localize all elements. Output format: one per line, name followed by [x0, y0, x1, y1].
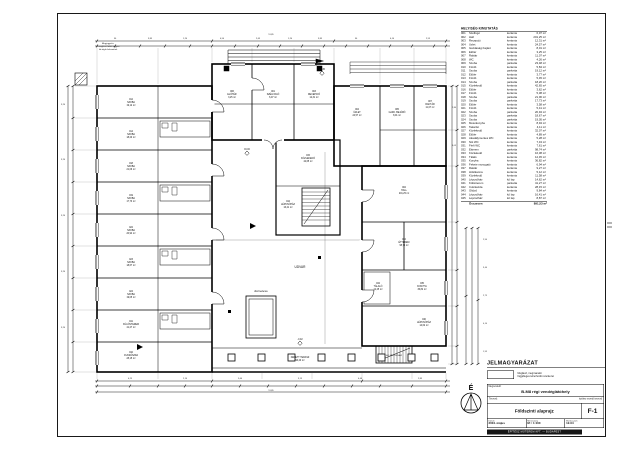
plan-label: 022 SZOBA 20,94 m² — [126, 227, 136, 235]
table-row: 003 Recepció kerámia 12,31 m² — [461, 39, 546, 43]
plan-label: 4,40 — [357, 378, 363, 380]
section-marks — [137, 59, 323, 350]
plan-label: 1,95 — [483, 351, 487, 353]
table-row: 007 Raktár kerámia 11,07 m² — [461, 54, 546, 58]
table-row: 020 Előtér kerámia 3,58 m² — [461, 103, 546, 107]
field-date: Dátum 2004. május — [488, 419, 527, 428]
legend-item-label: Meglévő, megmaradó függőleges teherhordó szerkezet — [517, 371, 554, 378]
table-row: 008 WC kerámia 4,26 m² — [461, 58, 546, 62]
plan-label: 034 TÁLALÓ 12,45 m² — [373, 283, 383, 291]
table-row: 025 Mosókonyha kerámia 8,94 m² — [461, 122, 546, 125]
title-block — [487, 384, 604, 428]
table-row: 029 Akadálymentes WC kerámia 5,28 m² — [461, 137, 546, 140]
plan-label: 1,20 — [287, 38, 293, 40]
table-row: 036 Fekete mosogató kerámia 6,94 m² — [461, 163, 546, 167]
ramp-lines — [350, 62, 446, 74]
table-row: 017 Fürdő kerámia 5,38 m² — [461, 92, 546, 95]
plan-label: 2,55 — [425, 38, 431, 40]
plan-label: 1,20 — [182, 38, 188, 40]
plan-label: 040 LÉPCSŐHÁZ 14,62 m² — [417, 319, 431, 327]
title-block-project-row — [488, 385, 604, 398]
windows — [95, 62, 449, 366]
plan-label: 4,25 — [127, 378, 133, 380]
north-arrow — [461, 383, 481, 413]
plan-label: 3,20 — [60, 271, 66, 273]
plan-label: 5,60 — [237, 378, 243, 380]
designer-label: Tervező: — [489, 397, 498, 400]
title-block-fields-row — [488, 419, 604, 428]
plan-label: 2,10 — [182, 378, 188, 380]
plan-label: díszmedence — [254, 291, 268, 293]
table-row: 011 Szoba parketta 19,12 m² — [461, 69, 546, 73]
exterior-walls — [97, 64, 446, 372]
plan-label: 3,20 — [60, 327, 66, 329]
existing-wall-swatch — [487, 371, 514, 380]
staircase-central — [302, 188, 330, 226]
plan-label: 6,10 — [389, 38, 395, 40]
table-row: 014 Szoba parketta 18,20 m² — [461, 80, 546, 84]
table-row: 022 Szoba parketta 20,94 m² — [461, 110, 546, 114]
table-row: 042 Cukrászda kerámia 28,15 m² — [461, 185, 546, 189]
plan-label: Megjegyzés: a meglévő falak vegyes kő-tégla falazatúak — [96, 43, 120, 51]
table-row: 045 Lépcsőház kő lap 8,87 m² — [461, 197, 546, 200]
table-row: 031 Férfi WC kerámia 7,61 m² — [461, 144, 546, 148]
plan-label: 005 GAZD. BEJÁRÓ 8,01 m² — [388, 109, 406, 117]
plan-label: 3,20 — [60, 104, 66, 106]
plan-label: ±0,00 — [244, 149, 250, 151]
doors — [210, 78, 375, 304]
table-row: 039 Közlekedő kerámia 11,58 m² — [461, 174, 546, 178]
table-row: 019 Szoba parketta 17,73 m² — [461, 99, 546, 103]
plan-label: 004 ÜZLET 24,57 m² — [352, 109, 362, 117]
table-row: 034 Tálaló kerámia 12,45 m² — [461, 155, 546, 159]
table-row: 037 Raktár kerámia 9,27 m² — [461, 167, 546, 170]
table-row: 044 Lépcsőház kő lap 16,41 m² — [461, 193, 546, 197]
plan-label: 003 RECEPCIÓ 12,31 m² — [308, 91, 320, 99]
project-name: B-M8 régi vendéglátóhely — [521, 389, 570, 394]
plan-label: 014 SZOBA 18,20 m² — [126, 131, 136, 139]
plan-label: 015 KÖZLEKEDŐ 42,65 m² — [300, 155, 316, 163]
table-row: 040 Lépcsőház kő lap 14,62 m² — [461, 178, 546, 182]
interior-walls — [97, 64, 446, 372]
table-row: 021 Fürdő kerámia 5,41 m² — [461, 107, 546, 110]
sheet-number: F-1 — [581, 404, 604, 419]
table-row: 018 Szoba parketta 21,06 m² — [461, 95, 546, 99]
plan-label: 041 KÜLÖNTEREM 41,27 m² — [123, 321, 139, 329]
table-row: 023 Szoba parketta 18,67 m² — [461, 114, 546, 118]
client-label: Megrendelő: — [488, 385, 502, 388]
extension-lines — [75, 48, 456, 379]
plan-label: 3,85 — [317, 38, 323, 40]
plan-label: +0,45 — [319, 69, 325, 71]
plan-label: 024 SZOBA 19,05 m² — [126, 291, 136, 299]
north-label: É — [468, 385, 474, 392]
plan-label: 3,40 — [483, 267, 487, 269]
plan-label: UDVAR — [294, 265, 306, 269]
schedule-total-row — [461, 201, 547, 206]
table-row: 010 Fürdő kerámia 5,84 m² — [461, 65, 546, 69]
table-row: 009 Szoba parketta 23,48 m² — [461, 62, 546, 65]
plan-label: 032 ÉTTEREM 98,74 m² — [398, 239, 410, 247]
plan-label: 012 SZOBA 19,12 m² — [126, 99, 136, 107]
table-row: 015 Közlekedő kerámia 42,65 m² — [461, 84, 546, 88]
plan-label: 3,85 — [147, 38, 153, 40]
plan-label: 2,75 — [483, 295, 487, 297]
field-job-number: Munkaszám 12-04 — [566, 419, 578, 425]
plan-label: 006 ELŐTÉR 3,25 m² — [227, 91, 237, 99]
table-row: 033 Közlekedő kerámia 16,38 m² — [461, 152, 546, 155]
plan-label: FEDETT TERASZ 96,40 m² — [290, 357, 310, 362]
table-row: 002 Hall kerámia 201,25 m² — [461, 35, 546, 39]
plan-label: 4,50 — [219, 38, 225, 40]
table-row: 035 Konyha kerámia 36,82 m² — [461, 159, 546, 163]
title-block-title-row — [488, 404, 604, 420]
room-schedule — [461, 27, 546, 385]
courtyard-pool — [246, 296, 276, 338]
plan-label: 3,20 — [60, 215, 66, 217]
sheet-edge-marks — [607, 222, 612, 228]
plan-label: 007 RAKTÁR 11,07 m² — [425, 101, 435, 109]
plan-label: 023 SZOBA 18,67 m² — [126, 259, 136, 267]
plan-label: 001 SZÉLFOGÓ 6,07 m² — [266, 91, 280, 99]
table-row: 026 Takarító kerámia 4,11 m² — [461, 125, 546, 129]
table-row: 005 Gazdasági bejáró kerámia 8,01 m² — [461, 47, 546, 50]
table-row: 012 Előtér kerámia 3,77 m² — [461, 73, 546, 77]
table-row: 028 Előtér kerámia 4,89 m² — [461, 133, 546, 137]
plan-label: 51,85 — [268, 390, 274, 392]
room-schedule-title: HELYISÉG KIMUTATÁS — [461, 27, 547, 32]
table-row: 004 Üzlet kerámia 24,57 m² — [461, 43, 546, 47]
plan-label: 044 LÉPCSŐHÁZ 16,41 m² — [281, 201, 295, 209]
plan-label: 042 CUKRÁSZDA 28,15 m² — [123, 352, 139, 360]
table-row: 030 Női WC kerámia 7,43 m² — [461, 140, 546, 144]
schedule-total-label: Összesen — [469, 202, 483, 206]
legend-title: JELMAGYARÁZAT — [487, 360, 605, 368]
plan-label: 018 SZOBA 21,06 m² — [126, 163, 136, 171]
table-row: 024 Szoba parketta 19,05 m² — [461, 118, 546, 122]
plan-label: 035 KONYHA 36,82 m² — [417, 283, 427, 291]
plan-label: 90 — [354, 38, 358, 40]
table-row: 032 Étterem parketta 98,74 m² — [461, 148, 546, 152]
plan-label: 2,90 — [483, 239, 487, 241]
table-row: 038 Hűtőkamra kerámia 5,12 m² — [461, 170, 546, 174]
terrace-colonnade — [212, 348, 446, 372]
plan-label: 2,80 — [452, 107, 456, 109]
table-row: 001 Szélfogó kerámia 6,07 m² — [461, 32, 546, 35]
table-row: 041 Különterem parketta 41,27 m² — [461, 182, 546, 185]
table-row: 027 Közlekedő kerámia 32,07 m² — [461, 129, 546, 133]
table-row: 043 Öltöző kerámia 9,84 m² — [461, 189, 546, 193]
schedule-rows — [461, 32, 547, 201]
field-scale: Méretarány M = 1:100 — [526, 419, 565, 428]
interior-grid-lines — [216, 152, 360, 344]
plan-label: 3,20 — [60, 159, 66, 161]
title-block-footer-bar: ÉPÍTÉSZ MŰTEREM KFT. — BUDAPEST — [487, 430, 582, 435]
plan-label: 90 — [113, 38, 117, 40]
entrance-steps — [224, 50, 322, 71]
schedule-total-value: 891,53 m² — [533, 202, 547, 206]
plan-label: 2,65 — [255, 38, 261, 40]
table-row: 016 Előtér kerámia 3,62 m² — [461, 88, 546, 92]
table-row: 006 Előtér kerámia 3,25 m² — [461, 50, 546, 54]
plan-label: -0,02 — [297, 339, 303, 341]
plan-label: 019 SZOBA 17,73 m² — [126, 195, 136, 203]
plan-label: 045 LÉPCSŐHÁZ — [385, 355, 403, 357]
plan-label: 3,05 — [452, 145, 456, 147]
plan-label: 002 HALL 201,25 m² — [398, 187, 410, 195]
legend-detail-symbol — [75, 73, 87, 85]
legend-item — [487, 371, 605, 380]
plan-label: 3,15 — [297, 378, 303, 380]
plan-label: 4,10 — [483, 323, 487, 325]
plan-label: 51,85 — [268, 34, 274, 36]
legend-and-title-block — [487, 360, 605, 452]
designer-value: építész vezető tervező — [579, 397, 602, 400]
table-row: 013 Fürdő kerámia 5,45 m² — [461, 77, 546, 80]
drawing-title: Földszinti alaprajz — [514, 408, 554, 414]
plan-label: 2,85 — [417, 378, 423, 380]
